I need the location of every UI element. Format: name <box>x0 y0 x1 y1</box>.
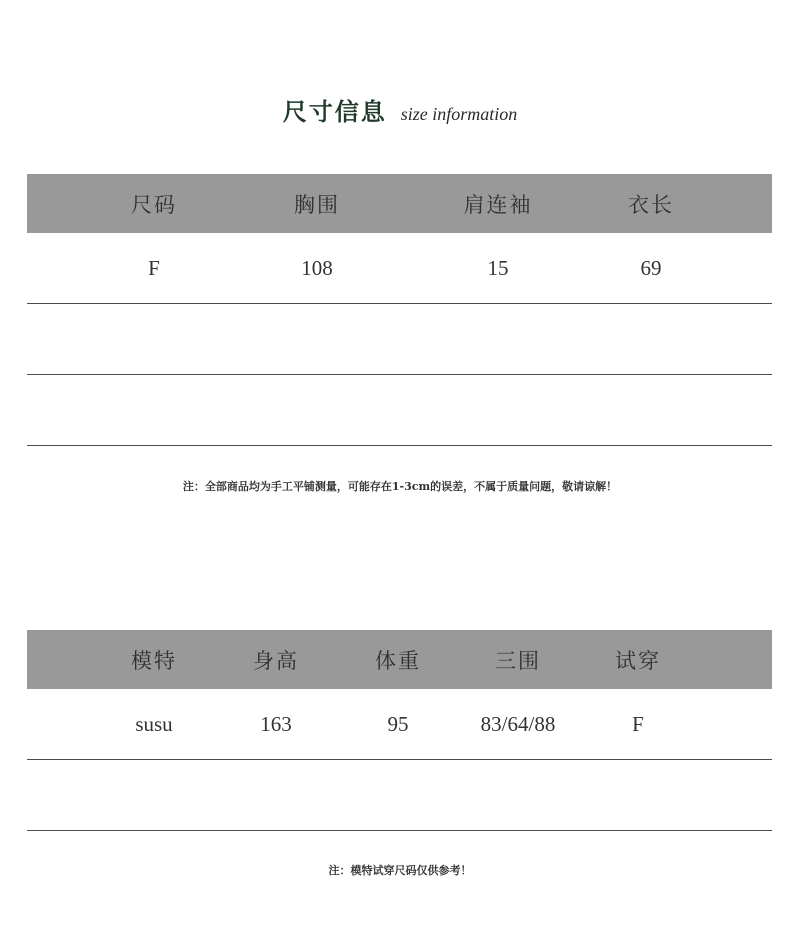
header-size: 尺码 <box>131 192 177 217</box>
header-measurements: 三围 <box>495 648 541 673</box>
title-english: size information <box>400 104 518 124</box>
cell-bust: 108 <box>301 255 333 280</box>
title-chinese: 尺寸信息 <box>282 97 387 126</box>
cell-length: 69 <box>640 255 662 280</box>
table-row <box>27 304 772 375</box>
header-bust: 胸围 <box>294 192 340 217</box>
cell-weight <box>348 760 448 830</box>
size-note: 注：全部商品均为手工平铺测量，可能存在1-3cm的误差，不属于质量问题，敬请谅解！ <box>182 480 618 493</box>
model-note: 注：模特试穿尺码仅供参考！ <box>328 864 472 877</box>
header-model: 模特 <box>131 648 177 673</box>
model-table <box>27 630 772 831</box>
cell-measurements: 83/64/88 <box>480 711 556 736</box>
cell-height: 163 <box>260 711 292 736</box>
cell-model <box>104 760 204 830</box>
size-table-header <box>27 174 772 233</box>
table-row <box>27 760 772 831</box>
cell-length <box>601 375 701 445</box>
header-weight: 体重 <box>375 648 421 673</box>
page-title <box>0 92 800 127</box>
size-table <box>27 174 772 446</box>
table-row <box>27 233 772 304</box>
cell-size <box>104 375 204 445</box>
model-table-header <box>27 630 772 689</box>
header-sleeve: 肩连袖 <box>463 192 533 217</box>
header-length: 衣长 <box>628 192 674 217</box>
cell-sleeve <box>438 304 558 374</box>
header-height: 身高 <box>253 648 299 673</box>
cell-weight: 95 <box>387 711 409 736</box>
cell-bust <box>267 304 367 374</box>
table-row <box>27 689 772 760</box>
cell-measurements <box>458 760 578 830</box>
cell-model: susu <box>135 711 173 736</box>
cell-sleeve <box>438 375 558 445</box>
cell-fit: F <box>632 711 644 736</box>
cell-size <box>104 304 204 374</box>
cell-bust <box>267 375 367 445</box>
table-row <box>27 375 772 446</box>
header-fit: 试穿 <box>615 648 661 673</box>
cell-height <box>226 760 326 830</box>
cell-size: F <box>148 255 160 280</box>
cell-fit <box>588 760 688 830</box>
cell-sleeve: 15 <box>487 255 509 280</box>
cell-length <box>601 304 701 374</box>
